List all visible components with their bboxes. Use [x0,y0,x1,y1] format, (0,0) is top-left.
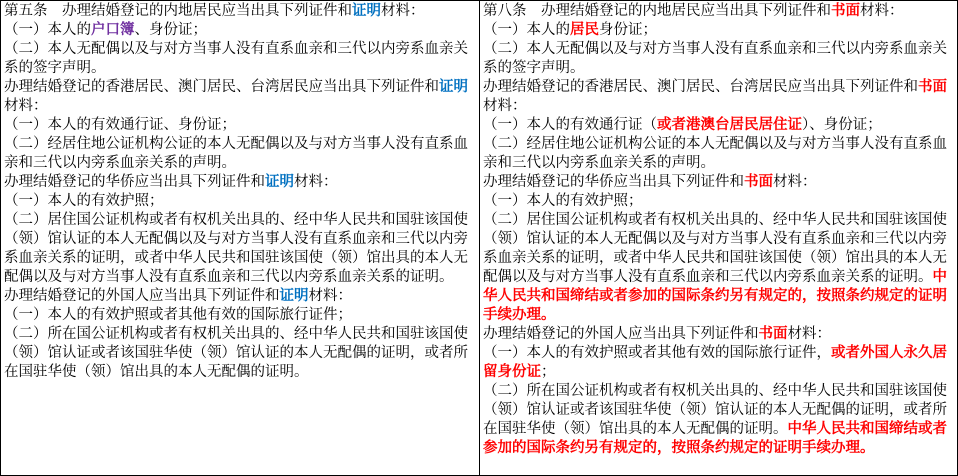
text-segment: （二）所在国公证机构或者有权机关出具的、经中华人民共和国驻该国使（领）馆认证或者该国驻华使（领）馆认证的本人无配偶的证明，或者所在国驻华使（领）馆出具的本人无配偶的证明。 [483,383,947,437]
text-segment: 材料： [787,326,831,342]
text-segment: 材料： [381,3,425,19]
highlighted-text: 或者外国人永久居留身份证 [483,345,947,380]
text-segment: （一）本人的有效护照； [483,193,643,209]
paragraph [483,211,954,325]
paragraph [483,344,954,382]
right-column-article-8 [479,1,957,475]
highlighted-text: 书面 [744,174,773,190]
paragraph [483,116,954,135]
left-column-article-5 [1,1,479,475]
text-segment: （二）经居住地公证机构公证的本人无配偶以及与对方当事人没有直系血亲和三代以内旁系血亲关系的声明。 [483,136,947,171]
paragraph [4,287,476,306]
text-segment: 身份证； [599,22,657,38]
paragraph [4,211,476,287]
paragraph [4,306,476,325]
text-segment: 第八条 办理结婚登记的内地居民应当出具下列证件和 [483,3,831,19]
text-segment: 材料： [483,98,527,114]
paragraph [4,2,476,21]
text-segment: 材料： [308,288,352,304]
paragraph [4,40,476,78]
text-segment: （二）居住国公证机构或者有权机关出具的、经中华人民共和国驻该国使（领）馆认证的本人无配偶以及与对方当事人没有直系血亲和三代以内旁系血亲关系的证明，或者中华人民共和国驻该国使（领）馆出具的本人无配偶以及与对方当事人没有直系血亲和三代以内旁系血亲关系的证明。 [483,212,947,285]
text-segment: （一）本人的有效护照或者其他有效的国际旅行证件， [483,345,831,361]
text-segment: （一）本人的有效通行证、身份证； [4,117,236,133]
highlighted-text: 证明 [279,288,309,304]
text-segment: （二）所在国公证机构或者有权机关出具的、经中华人民共和国驻该国使（领）馆认证或者该国驻华使（领）馆认证的本人无配偶的证明，或者所在国驻华使（领）馆出具的本人无配偶的证明。 [4,326,468,380]
text-segment: 办理结婚登记的香港居民、澳门居民、台湾居民应当出具下列证件和 [4,79,439,95]
text-segment: （二）本人无配偶以及与对方当事人没有直系血亲和三代以内旁系血亲关系的签字声明。 [483,41,947,76]
text-segment: 材料： [4,98,48,114]
text-segment: （一）本人的 [4,22,91,38]
highlighted-text: 证明 [439,79,468,95]
text-segment: 第五条 办理结婚登记的内地居民应当出具下列证件和 [4,3,352,19]
highlighted-text: 书面 [918,79,947,95]
text-segment: （二）本人无配偶以及与对方当事人没有直系血亲和三代以内旁系血亲关系的签字声明。 [4,41,468,76]
paragraph [4,135,476,173]
highlighted-text: 中华人民共和国缔结或者参加的国际条约另有规定的，按照条约规定的证明手续办理。 [483,269,947,323]
text-segment: 材料： [860,3,904,19]
highlighted-text: 书面 [831,3,860,19]
text-segment: ）、身份证； [802,117,882,133]
paragraph [483,135,954,173]
text-segment: 办理结婚登记的外国人应当出具下列证件和 [4,288,280,304]
paragraph [4,116,476,135]
paragraph [4,78,476,116]
text-segment: 、身份证； [134,22,207,38]
paragraph [4,325,476,382]
text-segment: （二）经居住地公证机构公证的本人无配偶以及与对方当事人没有直系血亲和三代以内旁系血亲关系的声明。 [4,136,468,171]
text-segment: 材料： [294,174,338,190]
highlighted-text: 户口簿 [91,22,135,38]
highlighted-text: 中华人民共和国缔结或者参加的国际条约另有规定的，按照条约规定的证明手续办理。 [483,421,947,456]
highlighted-text: 居民 [570,22,599,38]
highlighted-text: 证明 [265,174,294,190]
paragraph [4,192,476,211]
text-segment: （二）居住国公证机构或者有权机关出具的、经中华人民共和国驻该国使（领）馆认证的本人无配偶以及与对方当事人没有直系血亲和三代以内旁系血亲关系的证明，或者中华人民共和国驻该国使（领）馆出具的本人无配偶以及与对方当事人没有直系血亲和三代以内旁系血亲关系的证明。 [4,212,468,285]
paragraph [483,78,954,116]
highlighted-text: 证明 [352,3,381,19]
paragraph [483,21,954,40]
text-segment: （一）本人的有效通行证（ [483,117,657,133]
highlighted-text: 书面 [758,326,788,342]
paragraph [483,192,954,211]
text-segment: ； [541,364,556,380]
paragraph [483,2,954,21]
paragraph [483,325,954,344]
paragraph [4,173,476,192]
text-segment: 办理结婚登记的外国人应当出具下列证件和 [483,326,759,342]
text-segment: 材料： [773,174,817,190]
text-segment: 办理结婚登记的香港居民、澳门居民、台湾居民应当出具下列证件和 [483,79,918,95]
text-segment: （一）本人的 [483,22,570,38]
highlighted-text: 或者港澳台居民居住证 [657,117,802,133]
paragraph [4,21,476,40]
text-segment: （一）本人的有效护照； [4,193,164,209]
text-segment: （一）本人的有效护照或者其他有效的国际旅行证件； [4,307,352,323]
paragraph [483,173,954,192]
paragraph [483,382,954,458]
paragraph [483,40,954,78]
text-segment: 办理结婚登记的华侨应当出具下列证件和 [4,174,265,190]
text-segment: 办理结婚登记的华侨应当出具下列证件和 [483,174,744,190]
